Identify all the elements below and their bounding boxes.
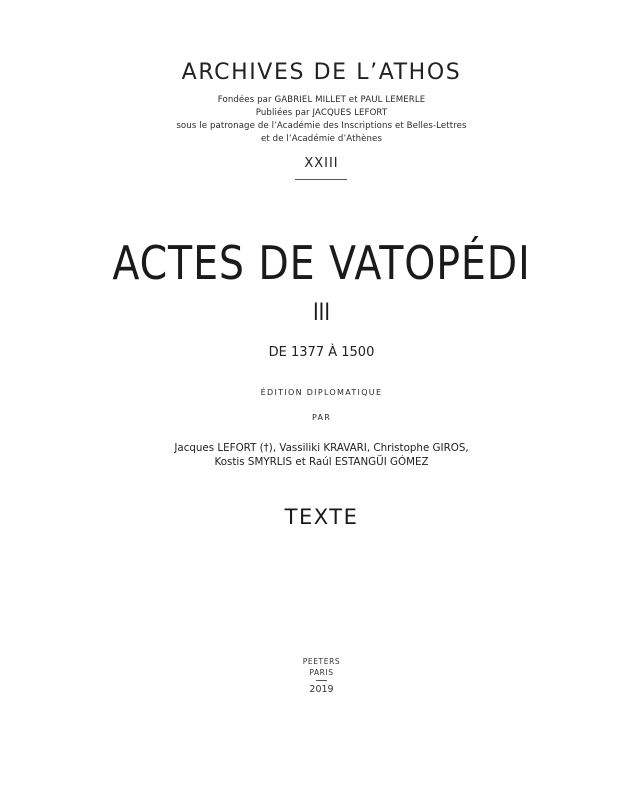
patronage-line: sous le patronage de l’Académie des Inscriptions et Belles-Lettres [176,121,467,131]
part-title: TEXTE [284,505,359,529]
by-label: PAR [312,413,331,422]
divider-rule [295,179,347,180]
work-title: ACTES DE VATOPÉDI [112,236,531,290]
academy-line: et de l’Académie d’Athènes [260,134,383,144]
series-volume-number: XXIII [304,156,339,171]
authors-line-1: Jacques LEFORT (†), Vassiliki KRAVARI, Christophe GIROS, [174,442,469,454]
publisher-editor-line: Publiées par JACQUES LEFORT [255,108,388,118]
founders-line: Fondées par GABRIEL MILLET et PAUL LEMERLE [217,95,426,105]
date-range: DE 1377 À 1500 [268,345,375,360]
work-volume: III [313,298,330,326]
imprint-separator [316,680,327,681]
publisher-name: PEETERS [302,657,341,666]
publisher-city: PARIS [309,668,334,677]
publication-year: 2019 [309,684,334,695]
authors-line-2: Kostis SMYRLIS et Raúl ESTANGÜI GÓMEZ [214,456,429,468]
edition-type: ÉDITION DIPLOMATIQUE [260,388,383,397]
series-title: ARCHIVES DE L’ATHOS [181,60,462,85]
